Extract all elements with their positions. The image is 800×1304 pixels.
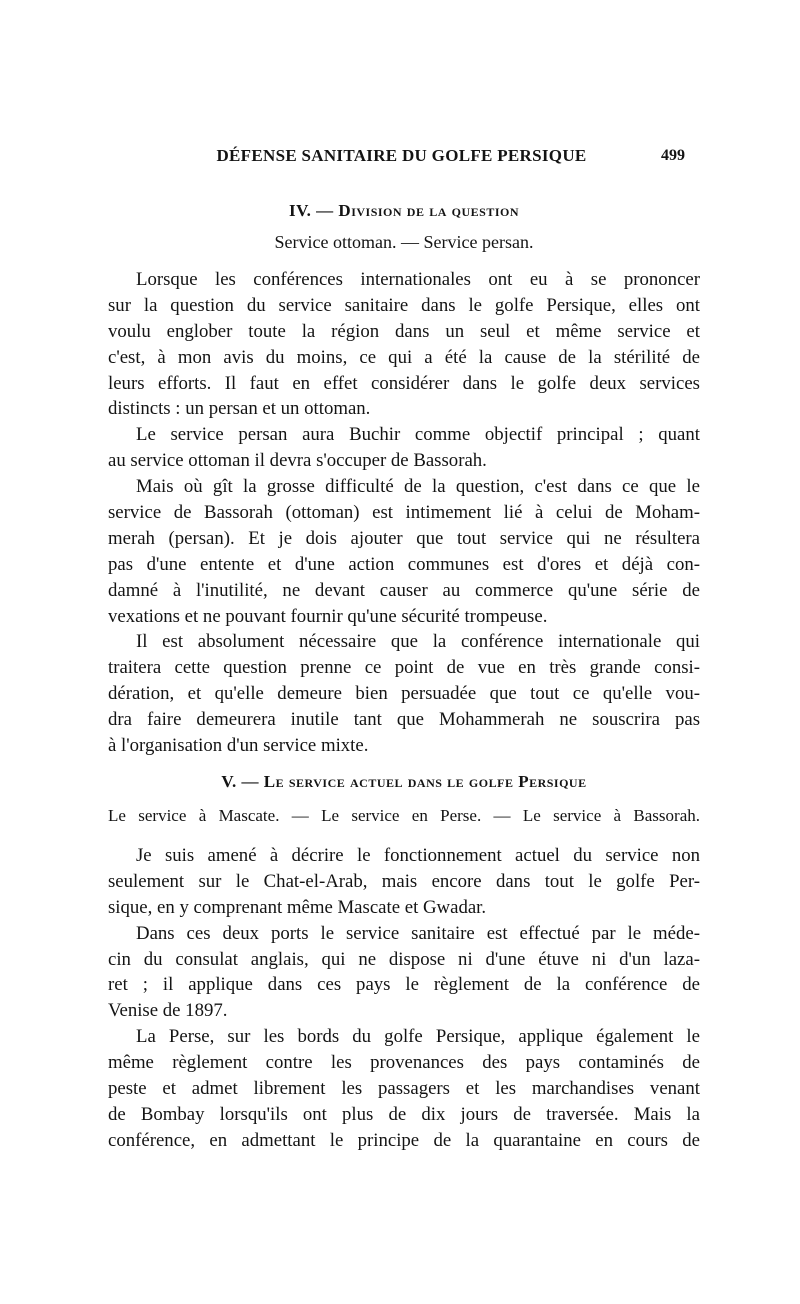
paragraph-line: c'est, à mon avis du moins, ce qui a été la cause de la stérilité de xyxy=(108,346,700,368)
running-title: DÉFENSE SANITAIRE DU GOLFE PERSIQUE xyxy=(216,146,587,165)
paragraph-line: damné à l'inutilité, ne devant causer au commerce qu'une série de xyxy=(108,579,700,601)
paragraph-line: peste et admet librement les passagers et les marchandises venant xyxy=(108,1078,700,1100)
paragraph-line: merah (persan). Et je dois ajouter que tout service qui ne résultera xyxy=(108,527,700,549)
section-v-body xyxy=(108,843,700,1154)
paragraph-line: Dans ces deux ports le service sanitaire est effectué par le méde- xyxy=(136,922,700,944)
paragraph-line: Venise de 1897. xyxy=(108,1000,228,1022)
section-v-heading: V. — Le service actuel dans le golfe Persique xyxy=(221,772,587,791)
page-number: 499 xyxy=(661,147,685,164)
paragraph-line: traitera cette question prenne ce point de vue en très grande consi- xyxy=(108,657,700,679)
paragraph-line: pas d'une entente et d'une action communes est d'ores et déjà con- xyxy=(108,553,700,575)
paragraph-line: de Bombay lorsqu'ils ont plus de dix jours de traversée. Mais la xyxy=(108,1103,700,1125)
paragraph-line: cin du consulat anglais, qui ne dispose ni d'une étuve ni d'un laza- xyxy=(108,948,700,970)
paragraph-line: voulu englober toute la région dans un seul et même service et xyxy=(108,320,700,342)
paragraph-line: ret ; il applique dans ces pays le règlement de la conférence de xyxy=(108,974,700,996)
paragraph-line: vexations et ne pouvant fournir qu'une sécurité trompeuse. xyxy=(108,605,548,627)
paragraph-line: La Perse, sur les bords du golfe Persique, applique également le xyxy=(136,1026,700,1048)
paragraph-line: Je suis amené à décrire le fonctionnement actuel du service non xyxy=(136,845,700,866)
paragraph-line: même règlement contre les provenances des pays contaminés de xyxy=(108,1052,700,1074)
paragraph-line: seulement sur le Chat-el-Arab, mais encore dans tout le golfe Per- xyxy=(108,870,700,892)
paragraph-line: dra faire demeurera inutile tant que Mohammerah ne souscrira pas xyxy=(108,709,700,731)
paragraph-line: service de Bassorah (ottoman) est intimement lié à celui de Moham- xyxy=(108,502,700,524)
paragraph-line: dération, et qu'elle demeure bien persuadée que tout ce qu'elle vou- xyxy=(108,683,700,705)
paragraph-line: leurs efforts. Il faut en effet considérer dans le golfe deux services xyxy=(108,372,700,394)
paragraph-line: au service ottoman il devra s'occuper de Bassorah. xyxy=(108,450,487,472)
paragraph-line: conférence, en admettant le principe de la quarantaine en cours de xyxy=(108,1129,700,1151)
paragraph-line: à l'organisation d'un service mixte. xyxy=(108,735,369,757)
section-iv-heading: IV. — Division de la question xyxy=(288,201,520,220)
section-iv-subheading: Service ottoman. — Service persan. xyxy=(274,232,534,252)
paragraph-line: Il est absolument nécessaire que la conférence internationale qui xyxy=(136,631,700,653)
paragraph-line: Le service persan aura Buchir comme objectif principal ; quant xyxy=(136,424,700,446)
running-head xyxy=(108,143,685,169)
section-v-subheading: Le service à Mascate. — Le service en Perse. — Le service à Bassorah. xyxy=(108,806,700,825)
paragraph-line: Lorsque les conférences internationales ont eu à se prononcer xyxy=(136,269,700,290)
paragraph-line: Mais où gît la grosse difficulté de la question, c'est dans ce que le xyxy=(136,476,700,498)
paragraph-line: sique, en y comprenant même Mascate et Gwadar. xyxy=(108,896,487,918)
paragraph-line: distincts : un persan et un ottoman. xyxy=(108,398,371,420)
section-iv-body xyxy=(108,267,700,759)
paragraph-line: sur la question du service sanitaire dans le golfe Persique, elles ont xyxy=(108,294,700,316)
